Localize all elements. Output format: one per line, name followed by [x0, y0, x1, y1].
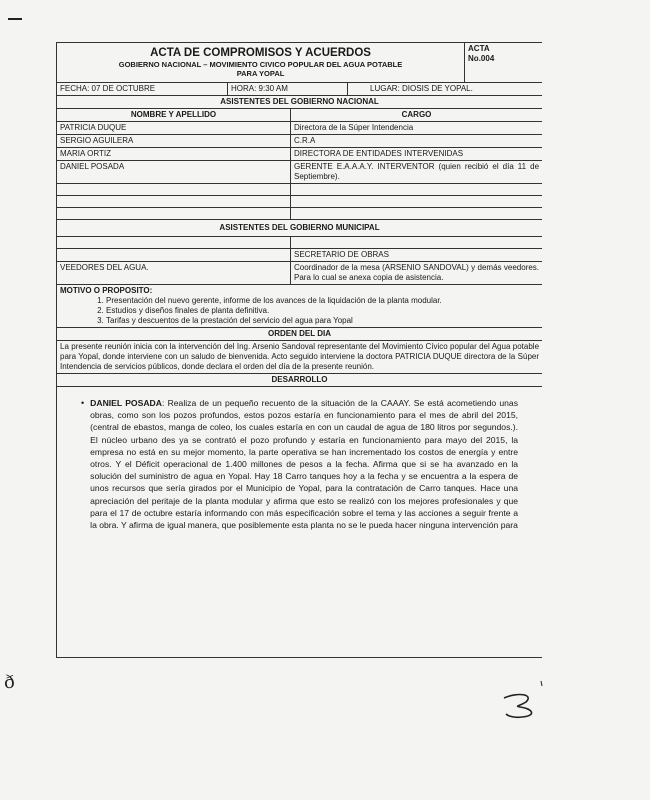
hora-cell: HORA: 9:30 AM: [228, 83, 348, 96]
empty-row: [57, 237, 543, 249]
nacional-section-title: ASISTENTES DEL GOBIERNO NACIONAL: [57, 96, 543, 109]
motivo-list: [60, 296, 539, 326]
motivo-title: MOTIVO O PROPOSITO:: [60, 286, 153, 295]
list-item: 1. Presentación del nuevo gerente, informe de los avances de la liquidación de la planta modular.: [106, 296, 539, 306]
document-subtitle: GOBIERNO NACIONAL – MOVIMIENTO CIVICO POPULAR DEL AGUA POTABLE: [118, 60, 403, 69]
orden-row: [57, 341, 543, 374]
attendee-cargo: DIRECTORA DE ENTIDADES INTERVENIDAS: [291, 148, 543, 161]
attendee-name: DANIEL POSADA: [57, 161, 291, 184]
desarrollo-row: [57, 387, 543, 658]
attendee-cargo: SECRETARIO DE OBRAS: [291, 249, 543, 262]
empty-row: [57, 196, 543, 208]
attendee-name: [57, 249, 291, 262]
motivo-row: [57, 285, 543, 328]
attendee-cargo: C.R.A: [291, 135, 543, 148]
desarrollo-cell: [57, 387, 543, 658]
column-header-name: NOMBRE Y APELLIDO: [57, 109, 291, 122]
speaker-name: DANIEL POSADA: [90, 398, 162, 408]
attendee-row: [57, 122, 543, 135]
list-item: 2. Estudios y diseños finales de planta definitiva.: [106, 306, 539, 316]
section-header: [57, 96, 543, 109]
attendee-row: [57, 161, 543, 184]
ink-mark: [538, 680, 546, 688]
section-header: [57, 328, 543, 341]
attendee-name: VEEDORES DEL AGUA.: [57, 262, 291, 285]
desarrollo-title: DESARROLLO: [57, 374, 543, 387]
attendee-name: PATRICIA DUQUE: [57, 122, 291, 135]
column-header-row: [57, 109, 543, 122]
empty-row: [57, 208, 543, 220]
document-page: [56, 42, 542, 732]
section-header: [57, 220, 543, 237]
meta-row: [57, 83, 543, 96]
desarrollo-text: [90, 397, 518, 531]
attendee-row: [57, 249, 543, 262]
attendee-cargo: Directora de la Súper Intendencia: [291, 122, 543, 135]
scan-mark: [8, 18, 22, 20]
attendee-row: [57, 135, 543, 148]
attendee-row: [57, 148, 543, 161]
attendee-cargo: Coordinador de la mesa (ARSENIO SANDOVAL) y demás veedores. Para lo cual se anexa copia de asistencia.: [291, 262, 543, 285]
document-title: ACTA DE COMPROMISOS Y ACUERDOS: [150, 47, 371, 59]
speaker-text: : Realiza de un pequeño recuento de la situación de la CAAAY. Se está acometiendo unas obras, como son los pozos profundos, estos pozos estaría en funcionamiento para el mes de abril del 2015, (central de ebastos, manga de coleo, los cuales estaría en con un caudal de agua de 180 litros por segundos.). El núcleo urbano des ya se contrató el pozo profundo y estaría en funcionamiento para mayo del 2015, la empresa no está en su mejor momento, la parte operativa se han incrementado los costos de energía y entre otros. Y el Déficit operacional de 1.400 millones de pesos a la fecha. Afirma que si se ha avanzado en la solución del suministro de agua en Yopal. Hay 18 Carro tanques hoy a la fecha y se encuentra a la espera de unos recursos que sería girados por el Municipio de Yopal, para la contratación de Carro tanques. Hace una apreciación del peritaje de la planta modular y afirma que esto se realizó con los mejores profesionales y que para el 17 de octubre estaría informando con más especificación sobre el tema y las acciones a seguir frente a la obra. Y afirma de igual manera, que posiblemente esta planta no se le pueda hacer ninguna intervención para: [90, 398, 519, 531]
acta-number: No.004: [468, 54, 495, 63]
header-row: [57, 43, 543, 83]
orden-text: La presente reunión inicia con la intervención del Ing. Arsenio Sandoval representante del Movimiento Cívico popular del Agua potable para Yopal, donde interviene con un saludo de bienvenida. Acto seguido interviene la doctora PATRICIA DUQUE directora de la Súper Intendencia de servicios públicos, donde declara el orden del día de la presente reunión.: [57, 341, 543, 374]
acta-label: ACTA: [468, 44, 490, 53]
bullet-icon: •: [81, 398, 85, 408]
attendee-cargo: GERENTE E.A.A.A.Y. INTERVENTOR (quien recibió el día 11 de Septiembre).: [291, 161, 543, 184]
lugar-cell: LUGAR: DIOSIS DE YOPAL.: [348, 83, 543, 96]
empty-row: [57, 184, 543, 196]
handwritten-signature: [500, 690, 544, 720]
acta-table: [56, 42, 542, 658]
attendee-name: MARIA ORTIZ: [57, 148, 291, 161]
list-item: [81, 397, 518, 531]
document-subtitle-2: PARA YOPAL: [236, 69, 285, 78]
fecha-cell: FECHA: 07 DE OCTUBRE: [57, 83, 228, 96]
attendee-row: [57, 262, 543, 285]
column-header-cargo: CARGO: [291, 109, 543, 122]
municipal-section-title: ASISTENTES DEL GOBIERNO MUNICIPAL: [57, 220, 543, 237]
handwritten-mark: ð: [4, 672, 15, 693]
section-header: [57, 374, 543, 387]
acta-number-box: [465, 43, 542, 83]
motivo-cell: [57, 285, 543, 328]
list-item: 3. Tarifas y descuentos de la prestación del servicio del agua para Yopal: [106, 316, 539, 326]
orden-title: ORDEN DEL DIA: [57, 328, 543, 341]
attendee-name: SERGIO AGUILERA: [57, 135, 291, 148]
